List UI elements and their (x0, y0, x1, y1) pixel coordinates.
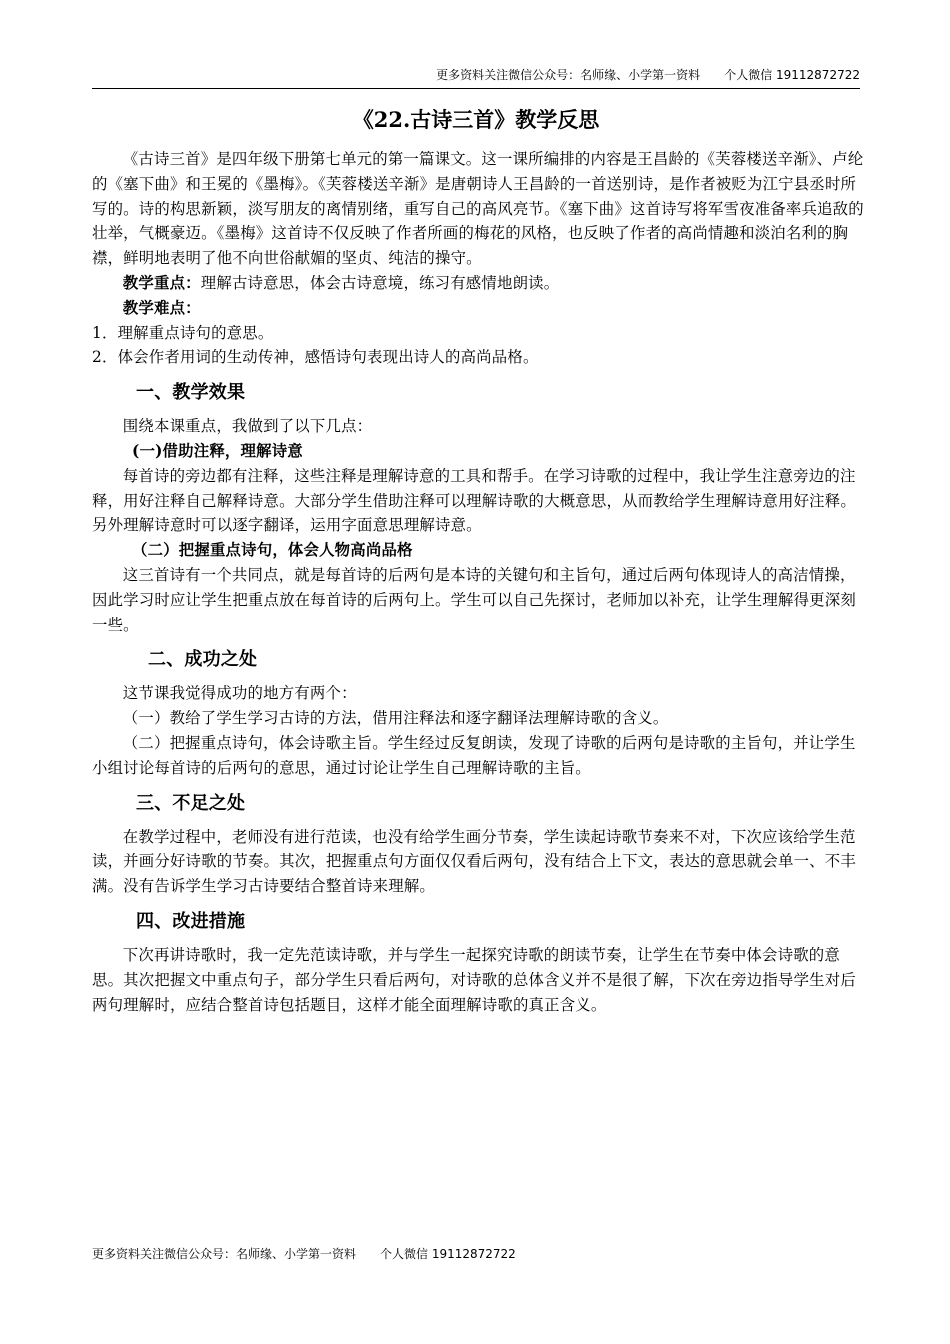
header-divider (92, 88, 860, 89)
list-item: （二）把握重点诗句，体会诗歌主旨。学生经过反复朗读，发现了诗歌的后两句是诗歌的主旨句，并让学生小组讨论每首诗的后两句的意思，通过讨论让学生自己理解诗歌的主旨。 (92, 733, 856, 777)
subsection-paragraph: 每首诗的旁边都有注释，这些注释是理解诗意的工具和帮手。在学习诗歌的过程中，我让学生注意旁边的注释，用好注释自己解释诗意。大部分学生借助注释可以理解诗歌的大概意思，从而教给学生理解诗意用好注释。另外理解诗意时可以逐字翻译，运用字面意思理解诗意。 (92, 466, 856, 535)
header-promo-text: 更多资料关注微信公众号：名师缘、小学第一资料 (436, 68, 701, 82)
section-heading-shortcomings: 三、不足之处 (136, 792, 246, 814)
footer-wechat-text: 个人微信 19112872722 (380, 1247, 516, 1261)
teaching-focus-text: 理解古诗意思，体会古诗意境，练习有感情地朗读。 (200, 273, 560, 292)
page-footer (92, 1245, 860, 1263)
subsection-heading: （二）把握重点诗句，体会人物高尚品格 (132, 541, 413, 560)
difficulty-item: 2．体会作者用词的生动传神，感悟诗句表现出诗人的高尚品格。 (92, 348, 539, 367)
list-item: （一）教给了学生学习古诗的方法，借用注释法和逐字翻译法理解诗歌的含义。 (122, 709, 669, 728)
page-header (92, 66, 860, 84)
subsection-paragraph: 这三首诗有一个共同点，就是每首诗的后两句是本诗的关键句和主旨句，通过后两句体现诗人的高洁情操，因此学习时应让学生把重点放在每首诗的后两句上。学生可以自己先探讨，老师加以补充，让学生理解得更深刻一些。 (92, 565, 856, 634)
teaching-difficulty-label: 教学难点： (122, 298, 201, 317)
section-lead: 围绕本课重点，我做到了以下几点： (122, 417, 373, 436)
teaching-focus (92, 271, 868, 296)
section-heading-success: 二、成功之处 (148, 649, 258, 671)
section-lead: 这节课我觉得成功的地方有两个： (122, 684, 357, 703)
subsection-heading: (一)借助注释，理解诗意 (132, 441, 303, 460)
intro-paragraph: 《古诗三首》是四年级下册第七单元的第一篇课文。这一课所编排的内容是王昌龄的《芙蓉楼送辛渐》、卢纶的《塞下曲》和王冕的《墨梅》。《芙蓉楼送辛渐》是唐朝诗人王昌龄的一首送别诗，是作者被贬为江宁县丞时所写的。诗的构思新颖，淡写朋友的离情别绪，重写自己的高风亮节。《塞下曲》这首诗写将军雪夜准备率兵追敌的壮举，气概豪迈。《墨梅》这首诗不仅反映了作者所画的梅花的风格，也反映了作者的高尚情趣和淡泊名利的胸襟，鲜明地表明了他不向世俗献媚的坚贞、纯洁的操守。 (92, 150, 864, 268)
header-wechat-text: 个人微信 19112872722 (724, 68, 860, 82)
section-paragraph: 在教学过程中，老师没有进行范读，也没有给学生画分节奏，学生读起诗歌节奏来不对，下次应该给学生范读，并画分好诗歌的节奏。其次，把握重点句方面仅仅看后两句，没有结合上下文，表达的意思就会单一、不丰满。没有告诉学生学习古诗要结合整首诗来理解。 (92, 827, 856, 896)
section-heading-improvements: 四、改进措施 (136, 910, 246, 932)
section-heading-effect: 一、教学效果 (136, 382, 246, 404)
document-body (92, 147, 868, 1017)
document-title: 《22.古诗三首》教学反思 (352, 107, 600, 132)
section-paragraph: 下次再讲诗歌时，我一定先范读诗歌，并与学生一起探究诗歌的朗读节奏，让学生在节奏中体会诗歌的意思。其次把握文中重点句子，部分学生只看后两句，对诗歌的总体含义并不是很了解，下次在旁边指导学生对后两句理解时，应结合整首诗包括题目，这样才能全面理解诗歌的真正含义。 (92, 945, 856, 1014)
footer-promo-text: 更多资料关注微信公众号：名师缘、小学第一资料 (92, 1247, 357, 1261)
teaching-focus-label: 教学重点： (122, 273, 201, 292)
difficulty-item: 1．理解重点诗句的意思。 (92, 323, 274, 342)
